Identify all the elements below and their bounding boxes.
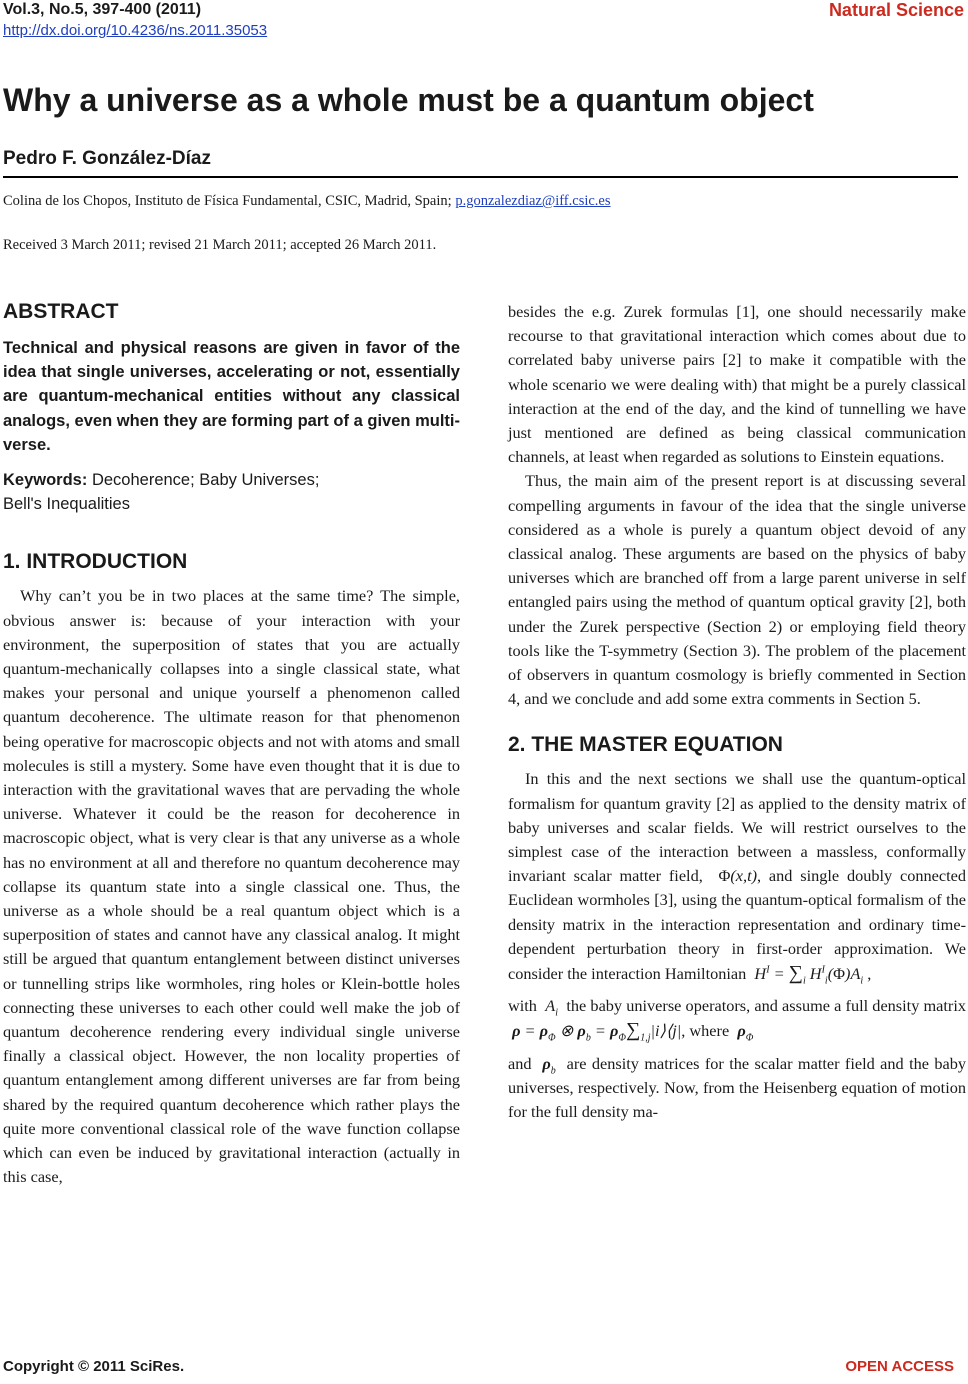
received-dates: Received 3 March 2011; revised 21 March 2011; accepted 26 March 2011. <box>3 237 437 253</box>
master-equation-heading: 2. THE MASTER EQUATION <box>508 733 783 757</box>
abstract-body: Technical and physical reasons are given in favor of the idea that single universes, accelerating or not, essentially are quantum-mechanical entities without any classical analogs, even when they are forming part of a given multi-verse. <box>3 339 460 454</box>
introduction-paragraph-2: Thus, the main aim of the present report is at discussing several compelling arguments in favour of the idea that the single universe considered as a whole is purely a quantum object devoid of any classical analog. These arguments are based on the physics of baby universes which are branched off from a large parent universe in self entangled pairs using the method of quantum optical gravity [2], both under the Zurek perspective (Section 2) or employing field theory tools like the T-symmetry (Section 3). The problem of the placement of observers in quantum cosmology is briefly commented in Section 4, and we conclude and add some extra comments in Section 5. <box>508 471 966 709</box>
author-email-link[interactable]: p.gonzalezdiaz@iff.csic.es <box>455 193 611 209</box>
keywords-line1: Decoherence; Baby Universes; <box>91 471 320 490</box>
master-text-2c: , where <box>681 1021 730 1041</box>
copyright-notice: Copyright © 2011 SciRes. <box>3 1358 185 1375</box>
rho-phi-symbol: $\rho_\Phi$ <box>737 1021 754 1044</box>
journal-name: Natural Science <box>828 0 964 20</box>
doi-link[interactable]: http://dx.doi.org/10.4236/ns.2011.35053 <box>3 22 268 39</box>
affiliation-text: Colina de los Chopos, Instituto de Física Fundamental, CSIC, Madrid, Spain; <box>3 193 452 209</box>
master-equation-paragraph-3 <box>508 1052 966 1125</box>
abstract-heading: ABSTRACT <box>3 300 119 323</box>
master-text-2a: with <box>508 996 537 1016</box>
author-name: Pedro F. González-Díaz <box>3 148 211 169</box>
open-access-label: OPEN ACCESS <box>845 1358 954 1375</box>
density-matrix-formula: $\rho = \rho_\Phi$ ⊗ $\rho_b$ = $\rho_\Phi\sum_{1,j}|i⟩⟨j|$ <box>512 1019 682 1044</box>
affiliation <box>3 193 611 210</box>
phi-field-formula: Φ(x,t) <box>718 866 758 886</box>
keywords-label: Keywords: <box>3 471 88 490</box>
master-equation-paragraph-1: In this and the next sections we shall use the quantum-optical formalism for quantum gravity [2] as applied to the density matrix of baby universes and scalar fields. We will restrict ourselves to the simplest case of the interaction between a massless, conformally invariant scalar matter field, Φ(x,t), and single doubly connected Euclidean wormholes [3], using the quantum-optical formalism of the density matrix in the interaction representation and ordinary time-dependent perturbation theory in first-order approximation. We consider the interaction Hamiltonian $H^I = \sum_i$ $H^I_i(\Phi)A_i$ , <box>508 769 966 987</box>
introduction-paragraph-1-continued: besides the e.g. Zurek formulas [1], one should necessarily make recourse to that gravitational interaction which comes about due to correlated baby universe pairs [2] to make it compatible with the whole scenario we were dealing with) that might be a purely classical interaction at the end of the day, and the kind of tunnelling we have just mentioned are defined as being classical communication channels, at least when regarded as solutions to Einstein equations. <box>508 302 966 467</box>
master-equation-paragraph-2 <box>508 994 966 1043</box>
right-column <box>508 300 966 1124</box>
keywords-line2: Bell's Inequalities <box>3 495 130 514</box>
journal-reference: Vol.3, No.5, 397-400 (2011) <box>3 1 202 18</box>
master-text-3a: and <box>508 1053 532 1073</box>
paper-title: Why a universe as a whole must be a quantum object <box>3 82 814 118</box>
master-text-1b: , and single doubly connected Euclidean wormholes [3], using the quantum-optical formalism of the density matrix in the interaction representation and ordinary time-dependent perturbation theory in first-order approximation. We consider the interaction Hamiltonian <box>508 866 966 984</box>
master-text-1a: In this and the next sections we shall use the quantum-optical formalism for quantum gravity [2] as applied to the density matrix of baby universes and scalar fields. We will restrict ourselves to the simplest case of the interaction between a massless, conformally invariant scalar matter field, <box>508 769 966 886</box>
rho-b-symbol: $\rho_b$ <box>542 1053 556 1076</box>
introduction-heading: 1. INTRODUCTION <box>3 550 188 574</box>
left-column <box>3 300 460 1190</box>
keywords <box>3 468 460 516</box>
baby-operator-symbol: $A_i$ <box>545 996 559 1019</box>
master-text-3b: are density matrices for the scalar matter field and the baby universes, respectively. Now, from the Heisenberg equation of motion for the full density ma- <box>508 1053 967 1122</box>
introduction-paragraph-1: Why can’t you be in two places at the same time? The simple, obvious answer is: because of your interaction with your environment, the superposition of states that you are actually quantum-mechanically collapses into a single classical state, what makes your personal and unique yourself a phenomenon called quantum decoherence. The ultimate reason for that phenomenon being operative for macroscopic objects and not with atoms and small molecules is still a mystery. Some have even thought that it is due to interaction with the gravitational waves that are pervading the whole universe. Whatever it could be the reason for decoherence in macroscopic object, what is very clear is that any universe as a whole has no environment at all and therefore no quantum decoherence may collapse its quantum state into a single classical one. Thus, the universe as a whole should be a real quantum object which is a superposition of states and cannot have any classical analog. It might still be argued that quantum entanglement between distinct universes or tunnelling strips like wormholes, ring holes or Klein-bottle holes connecting these universes to each other could well make the job of quantum decoherence rendering every individual single universe finally a classical object. However, the non locality properties of quantum entanglement among different universes are far from being shared by the required quantum decoherence which rather plays the quite more conventional classical role of the wave function collapse which can even be induced by gravitational interaction (actually in this case, <box>3 586 460 1187</box>
master-text-2b: the baby universe operators, and assume a full density matrix <box>566 996 966 1016</box>
title-divider <box>3 176 958 178</box>
hamiltonian-formula: $H^I = \sum_i$ $H^I_i(\Phi)A_i$ <box>754 962 864 987</box>
